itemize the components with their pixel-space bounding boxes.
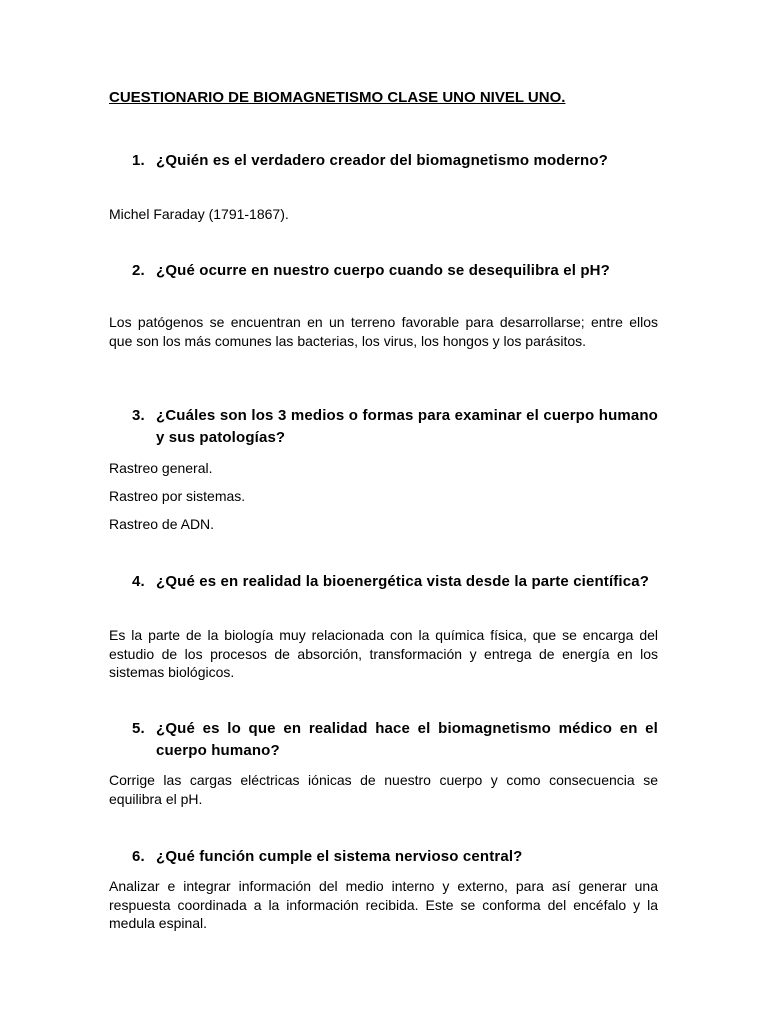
question-1 (109, 150, 658, 172)
answer-6: Analizar e integrar información del medio interno y externo, para así generar una respuesta coordinada a la información recibida. Este se conforma del encéfalo y la medula espinal. (109, 878, 658, 931)
answer-5: Corrige las cargas eléctricas iónicas de nuestro cuerpo y como consecuencia se equilibra el pH. (109, 772, 658, 807)
answer-2: Los patógenos se encuentran en un terreno favorable para desarrollarse; entre ellos que son los más comunes las bacterias, los virus, los hongos y los parásitos. (109, 314, 658, 349)
question-number: 1. (132, 152, 145, 169)
answer-3-item: Rastreo de ADN. (109, 516, 215, 532)
answer-1: Michel Faraday (1791-1867). (109, 206, 289, 222)
question-text: ¿Cuáles son los 3 medios o formas para examinar el cuerpo humano y sus patologías? (156, 407, 658, 446)
question-text: ¿Qué ocurre en nuestro cuerpo cuando se desequilibra el pH? (156, 262, 610, 279)
question-number: 2. (132, 262, 145, 279)
question-text: ¿Quién es el verdadero creador del biomagnetismo moderno? (156, 152, 608, 169)
answer-3-item: Rastreo general. (109, 460, 213, 476)
question-text: ¿Qué es en realidad la bioenergética vista desde la parte científica? (156, 573, 650, 590)
question-4 (109, 571, 658, 593)
question-number: 6. (132, 848, 145, 865)
question-text: ¿Qué es lo que en realidad hace el biomagnetismo médico en el cuerpo humano? (156, 720, 658, 759)
question-2 (109, 260, 658, 282)
question-3 (109, 405, 658, 449)
question-text: ¿Qué función cumple el sistema nervioso central? (156, 848, 523, 865)
question-number: 5. (132, 720, 145, 737)
answer-3-item: Rastreo por sistemas. (109, 488, 246, 504)
question-number: 3. (132, 407, 145, 424)
question-6 (109, 846, 658, 868)
question-5 (109, 718, 658, 762)
answer-4: Es la parte de la biología muy relacionada con la química física, que se encarga del estudio de los procesos de absorción, transformación y entrega de energía en los sistemas biológicos. (109, 627, 658, 680)
question-number: 4. (132, 573, 145, 590)
document-title: CUESTIONARIO DE BIOMAGNETISMO CLASE UNO NIVEL UNO. (109, 89, 566, 106)
